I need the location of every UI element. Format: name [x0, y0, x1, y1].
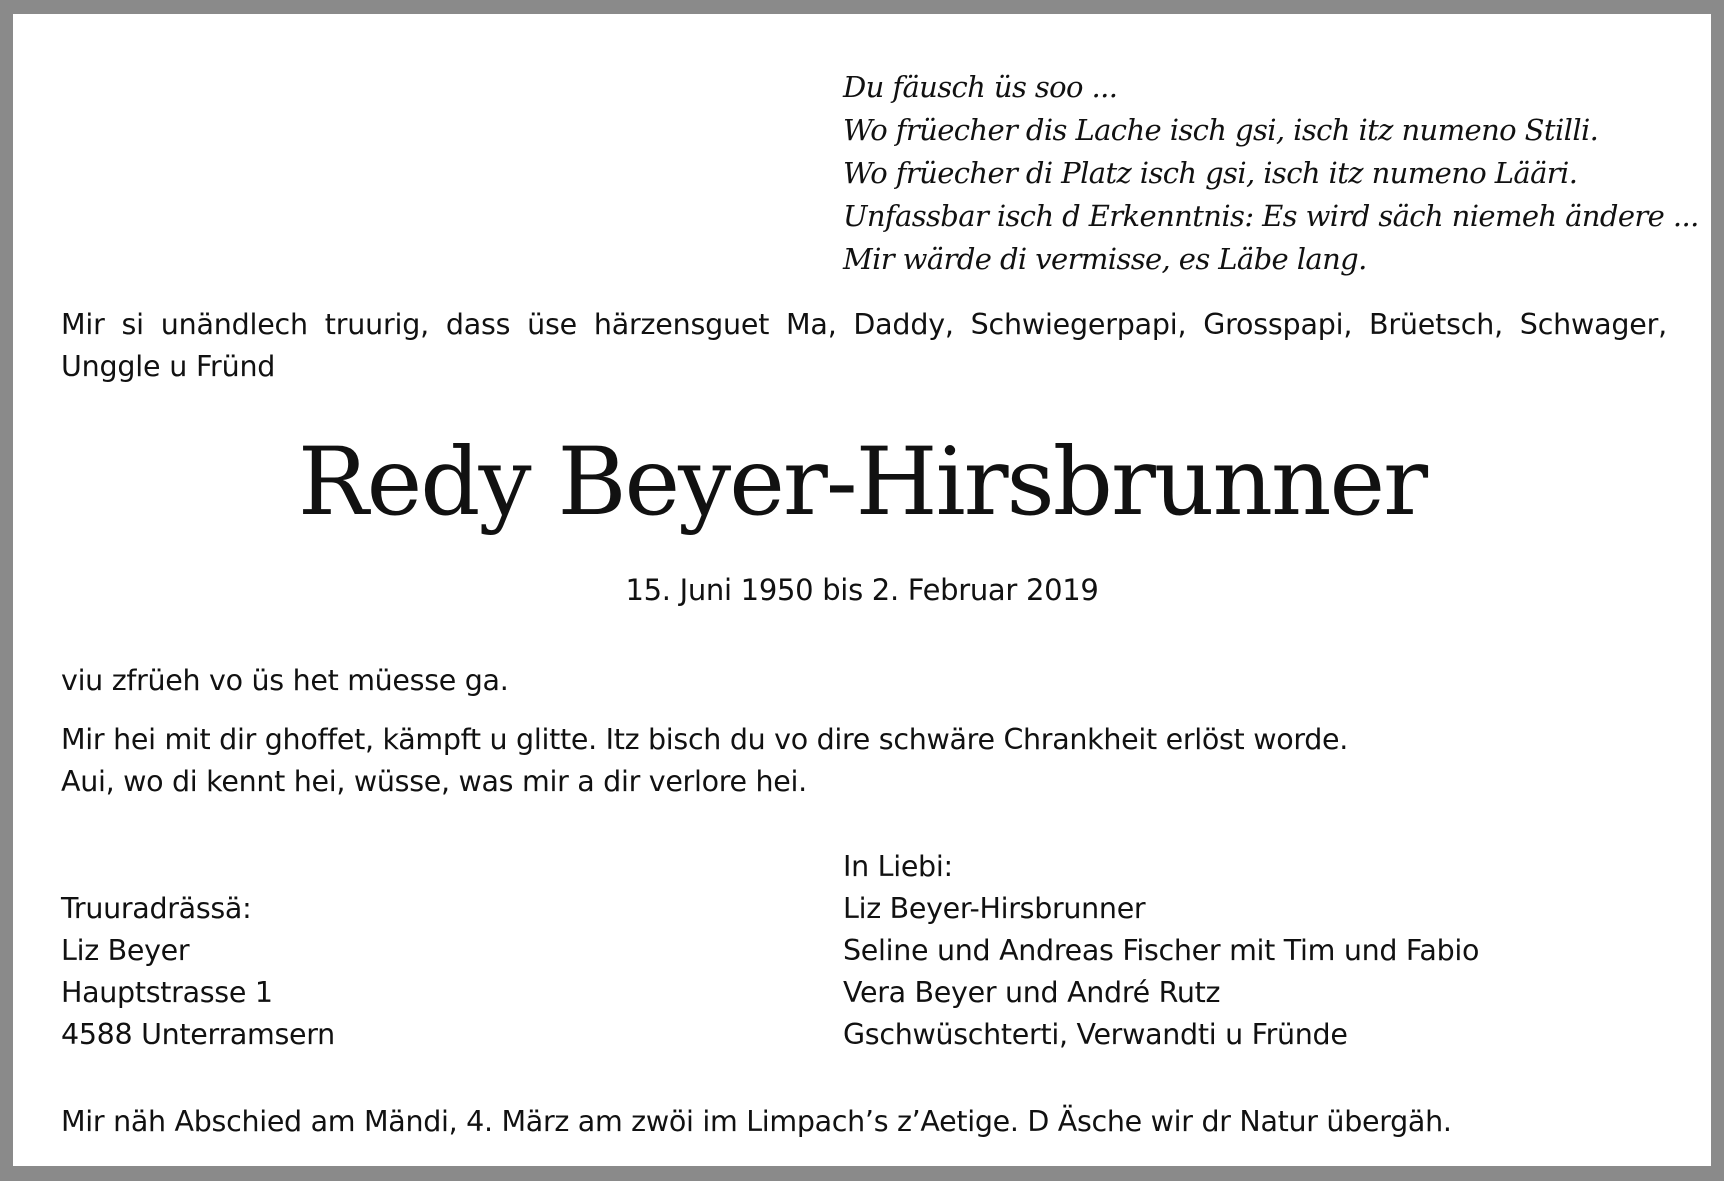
- poem-line: Du fäusch üs soo ...: [843, 70, 1118, 104]
- address-city: 4588 Unterramsern: [61, 1018, 335, 1051]
- life-dates: 15. Juni 1950 bis 2. Februar 2019: [625, 573, 1099, 607]
- poem-line: Unfassbar isch d Erkenntnis: Es wird säch niemeh ändere ...: [843, 199, 1699, 233]
- poem-line: Wo früecher di Platz isch gsi, isch itz numeno Lääri.: [843, 156, 1578, 190]
- poem: [843, 66, 1699, 281]
- farewell-text: Mir näh Abschied am Mändi, 4. März am zwöi im Limpach’s z’Aetige. D Äsche wir dr Natur übergäh.: [61, 1105, 1452, 1138]
- poem-line: Wo früecher dis Lache isch gsi, isch itz numeno Stilli.: [843, 113, 1599, 147]
- poem-line: Mir wärde di vermisse, es Läbe lang.: [843, 242, 1367, 276]
- family-member: Vera Beyer und André Rutz: [843, 976, 1221, 1009]
- deceased-name: Redy Beyer-Hirsbrunner: [297, 428, 1427, 537]
- intro-line: Mir si unändlech truurig, dass üse härzensguet Ma, Daddy, Schwiegerpapi, Grosspapi, Brüetsch, Schwager,: [61, 308, 1667, 341]
- too-soon-text: viu zfrüeh vo üs het müesse ga.: [61, 664, 509, 697]
- family-member: Liz Beyer-Hirsbrunner: [843, 892, 1146, 925]
- family-member: Seline und Andreas Fischer mit Tim und Fabio: [843, 934, 1480, 967]
- address-street: Hauptstrasse 1: [61, 976, 273, 1009]
- address-name: Liz Beyer: [61, 934, 190, 967]
- hope-paragraph: [61, 719, 1348, 803]
- family-label: In Liebi:: [843, 850, 953, 883]
- hope-line: Mir hei mit dir ghoffet, kämpft u glitte. Itz bisch du vo dire schwäre Chrankheit erlöst worde.: [61, 723, 1349, 756]
- obituary-page: [13, 14, 1711, 1166]
- intro-line: Unggle u Fründ: [61, 350, 276, 383]
- hope-line: Aui, wo di kennt hei, wüsse, was mir a dir verlore hei.: [61, 765, 807, 798]
- address-label: Truuradrässä:: [61, 892, 252, 925]
- mourning-address: [61, 888, 335, 1056]
- family-member: Gschwüschterti, Verwandti u Fründe: [843, 1018, 1348, 1051]
- family-signatures: [843, 846, 1479, 1056]
- intro-paragraph: [61, 304, 1667, 388]
